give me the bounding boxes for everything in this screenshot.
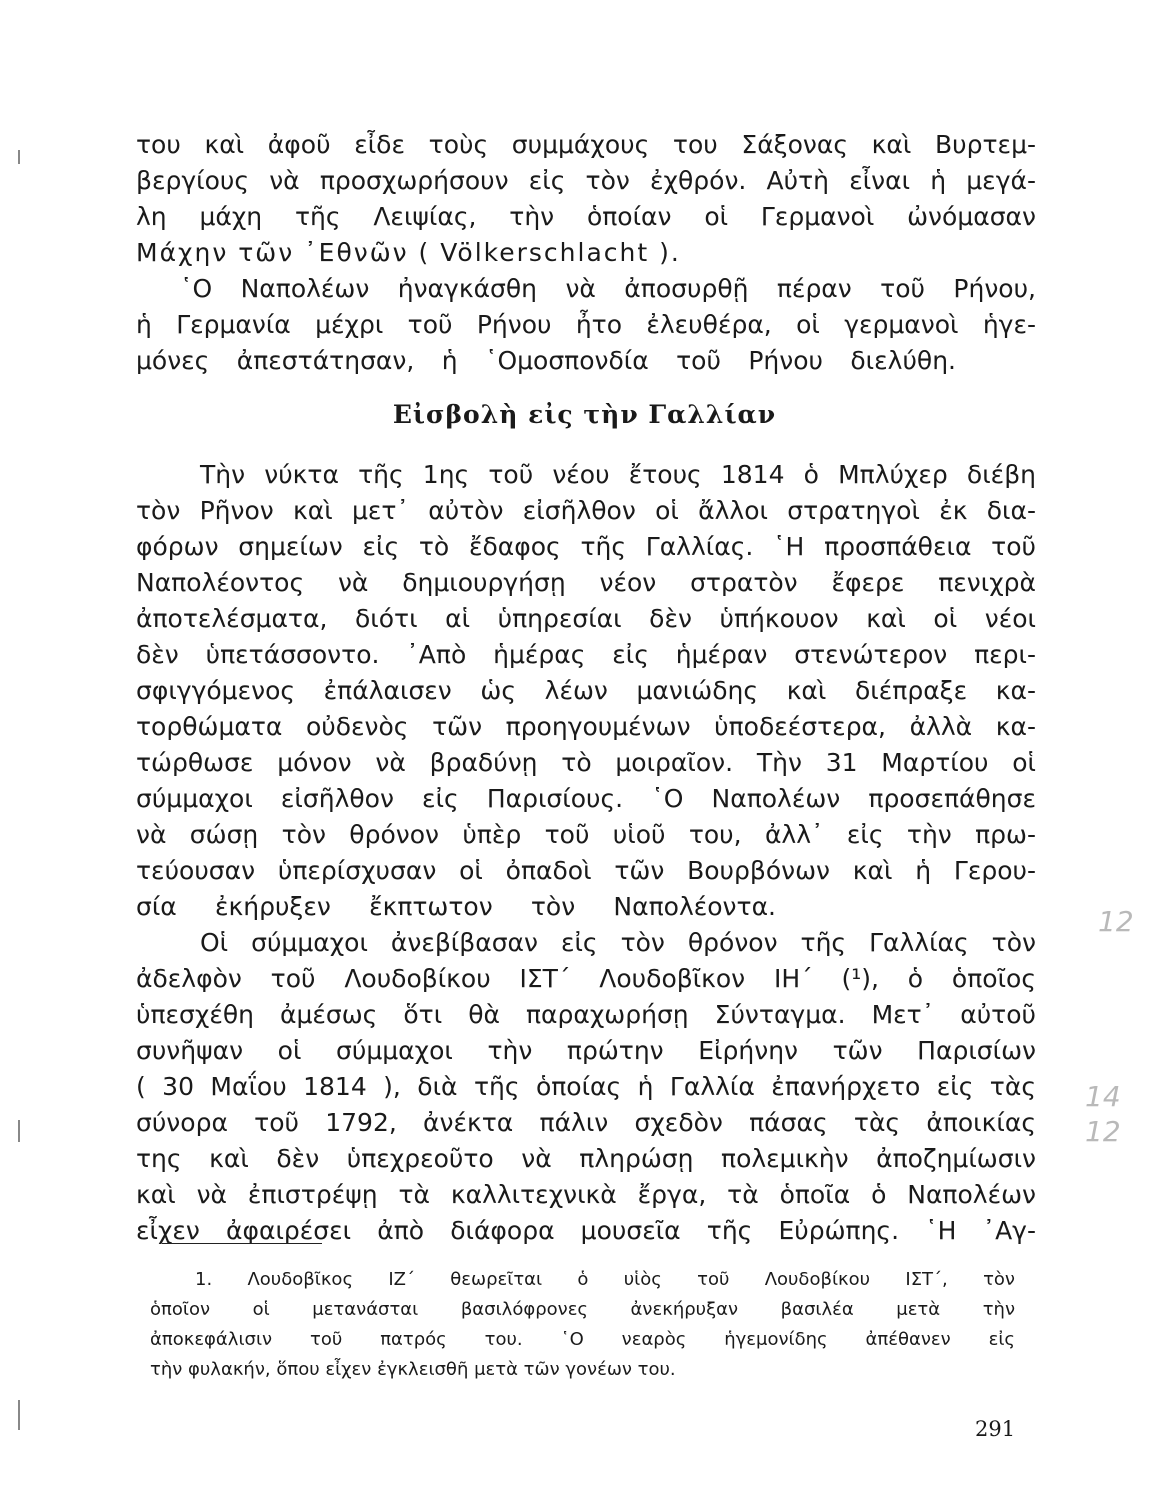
- text-line: τὸν Ρῆνον καὶ μετ᾽ αὐτὸν εἰσῆλθον οἱ ἄλλοι στρατηγοὶ ἐκ δια-: [136, 496, 1036, 525]
- text-line: δὲν ὑπετάσσοντο. ᾽Απὸ ἡμέρας εἰς ἡμέραν στενώτερον περι-: [136, 640, 1036, 669]
- text-line: Οἱ σύμμαχοι ἀνεβίβασαν εἰς τὸν θρόνον τῆς Γαλλίας τὸν: [200, 928, 1036, 957]
- text-line: σφιγγόμενος ἐπάλαισεν ὡς λέων μανιώδης καὶ διέπραξε κα-: [136, 676, 1036, 705]
- text-line: σία ἐκήρυξεν ἔκπτωτον τὸν Ναπολέοντα.: [136, 892, 776, 921]
- text-line: λη μάχη τῆς Λειψίας, τὴν ὁποίαν οἱ Γερμανοὶ ὠνόμασαν: [136, 202, 1036, 231]
- text-line: μόνες ἀπεστάτησαν, ἡ ῾Ομοσπονδία τοῦ Ρήνου διελύθη.: [136, 346, 956, 375]
- text-line: ἀποτελέσματα, διότι αἱ ὑπηρεσίαι δὲν ὑπήκουον καὶ οἱ νέοι: [136, 604, 1036, 633]
- section-heading: Εἰσβολὴ εἰς τὴν Γαλλίαν: [392, 400, 777, 429]
- text-line: ἡ Γερμανία μέχρι τοῦ Ρήνου ἦτο ἐλευθέρα, οἱ γερμανοὶ ἡγε-: [136, 310, 1036, 339]
- text-line: σύμμαχοι εἰσῆλθον εἰς Παρισίους. ῾Ο Ναπολέων προσεπάθησε: [136, 784, 1036, 813]
- text-line: συνῆψαν οἱ σύμμαχοι τὴν πρώτην Εἰρήνην τῶν Παρισίων: [136, 1036, 1036, 1065]
- footnote-line: τὴν φυλακήν, ὅπου εἶχεν ἐγκλεισθῆ μετὰ τῶν γονέων του.: [150, 1359, 676, 1380]
- text-line: ἀδελφὸν τοῦ Λουδοβίκου ΙΣΤ΄ Λουδοβῖκον ΙΗ΄ (¹), ὁ ὁποῖος: [136, 964, 1036, 993]
- text-line: εἶχεν ἀφαιρέσει ἀπὸ διάφορα μουσεῖα τῆς Εὐρώπης. ῾Η ᾽Αγ-: [136, 1216, 1036, 1245]
- footnote-line: ὁποῖον οἱ μετανάσται βασιλόφρονες ἀνεκήρυξαν βασιλέα μετὰ τὴν: [150, 1299, 1015, 1320]
- footnote-line: ἀποκεφάλισιν τοῦ πατρός του. ῾Ο νεαρὸς ἡγεμονίδης ἀπέθανεν εἰς: [150, 1329, 1015, 1350]
- text-line: της καὶ δὲν ὑπεχρεοῦτο νὰ πληρώσῃ πολεμικὴν ἀποζημίωσιν: [136, 1144, 1036, 1173]
- text-line: νὰ σώσῃ τὸν θρόνον ὑπὲρ τοῦ υἱοῦ του, ἀλλ᾽ εἰς τὴν πρω-: [136, 820, 1036, 849]
- text-line: φόρων σημείων εἰς τὸ ἔδαφος τῆς Γαλλίας. ῾Η προσπάθεια τοῦ: [136, 532, 1036, 561]
- text-line: τεύουσαν ὑπερίσχυσαν οἱ ὀπαδοὶ τῶν Βουρβόνων καὶ ἡ Γερου-: [136, 856, 1036, 885]
- text-line: βεργίους νὰ προσχωρήσουν εἰς τὸν ἐχθρόν. Αὐτὴ εἶναι ἡ μεγά-: [136, 166, 1036, 195]
- text-line: τορθώματα οὐδενὸς τῶν προηγουμένων ὑποδεέστερα, ἀλλὰ κα-: [136, 712, 1036, 741]
- text-line: καὶ νὰ ἐπιστρέψῃ τὰ καλλιτεχνικὰ ἔργα, τὰ ὁποῖα ὁ Ναπολέων: [136, 1180, 1036, 1209]
- pencil-mark: 12: [1085, 1115, 1121, 1148]
- footnote-line: 1. Λουδοβῖκος ΙΖ΄ θεωρεῖται ὁ υἱὸς τοῦ Λουδοβίκου ΙΣΤ΄, τὸν: [195, 1269, 1015, 1290]
- scan-mark: [18, 1120, 20, 1142]
- text-line: σύνορα τοῦ 1792, ἀνέκτα πάλιν σχεδὸν πάσας τὰς ἀποικίας: [136, 1108, 1036, 1137]
- text-line: Ναπολέοντος νὰ δημιουργήσῃ νέον στρατὸν ἔφερε πενιχρὰ: [136, 568, 1036, 597]
- page-number: 291: [975, 1417, 1016, 1441]
- text-line: Τὴν νύκτα τῆς 1ης τοῦ νέου ἔτους 1814 ὁ Μπλύχερ διέβη: [200, 460, 1036, 489]
- pencil-mark: 12: [1098, 905, 1134, 938]
- text-line: ῾Ο Ναπολέων ἠναγκάσθη νὰ ἀποσυρθῇ πέραν τοῦ Ρήνου,: [180, 274, 1036, 303]
- scan-mark: [18, 1400, 20, 1430]
- text-line: ( 30 Μαΐου 1814 ), διὰ τῆς ὁποίας ἡ Γαλλία ἐπανήρχετο εἰς τὰς: [136, 1072, 1036, 1101]
- footnote-rule: [162, 1243, 322, 1244]
- pencil-mark: 14: [1085, 1080, 1121, 1113]
- text-line: του καὶ ἀφοῦ εἶδε τοὺς συμμάχους του Σάξονας καὶ Βυρτεμ-: [136, 130, 1036, 159]
- text-line: Μάχην τῶν ᾽Εθνῶν ( Völkerschlacht ).: [136, 238, 681, 267]
- text-line: ὑπεσχέθη ἀμέσως ὅτι θὰ παραχωρήσῃ Σύνταγμα. Μετ᾽ αὐτοῦ: [136, 1000, 1036, 1029]
- scan-mark: [18, 150, 20, 164]
- text-line: τώρθωσε μόνον νὰ βραδύνῃ τὸ μοιραῖον. Τὴν 31 Μαρτίου οἱ: [136, 748, 1036, 777]
